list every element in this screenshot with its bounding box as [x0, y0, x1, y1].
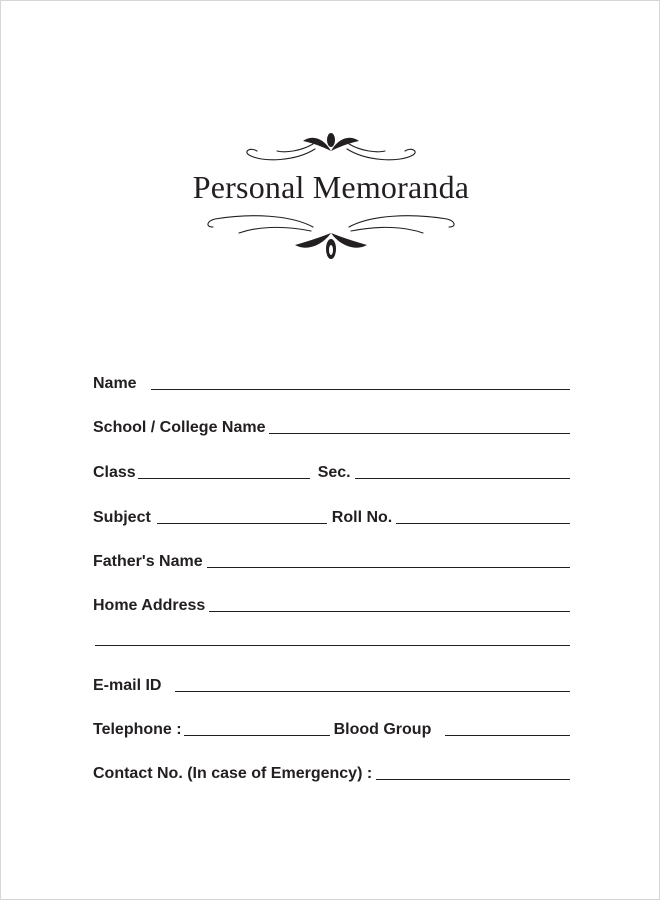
telephone-field[interactable] [184, 735, 330, 736]
class-field[interactable] [138, 478, 310, 479]
subject-row [93, 505, 570, 527]
subject-label: Subject [93, 509, 151, 526]
name-field[interactable] [151, 389, 570, 390]
school-row [93, 415, 570, 437]
telephone-row [93, 717, 570, 739]
address-label: Home Address [93, 597, 206, 614]
sec-field[interactable] [355, 478, 570, 479]
roll-label: Roll No. [331, 509, 393, 526]
address-row [93, 593, 570, 615]
school-label: School / College Name [93, 419, 266, 436]
address-row-2 [95, 627, 570, 649]
class-label: Class [93, 464, 136, 481]
emergency-contact-row [93, 761, 570, 783]
email-label: E-mail ID [93, 677, 162, 694]
blood-group-field[interactable] [445, 735, 570, 736]
email-field[interactable] [175, 691, 570, 692]
father-field[interactable] [207, 567, 570, 568]
roll-field[interactable] [396, 523, 570, 524]
blood-group-label: Blood Group [333, 721, 432, 738]
father-row [93, 549, 570, 571]
telephone-label: Telephone : [93, 721, 182, 738]
name-label: Name [93, 375, 137, 392]
address-field[interactable] [209, 611, 570, 612]
name-row [93, 371, 570, 393]
emergency-contact-label: Contact No. (In case of Emergency) : [93, 765, 373, 782]
father-label: Father's Name [93, 553, 203, 570]
address-field-line-2[interactable] [95, 645, 570, 646]
memoranda-form [1, 1, 660, 901]
subject-field[interactable] [157, 523, 327, 524]
page-title: Personal Memoranda [192, 169, 470, 205]
emergency-contact-field[interactable] [376, 779, 570, 780]
school-field[interactable] [269, 433, 570, 434]
class-row [93, 460, 570, 482]
email-row [93, 673, 570, 695]
sec-label: Sec. [317, 464, 351, 481]
